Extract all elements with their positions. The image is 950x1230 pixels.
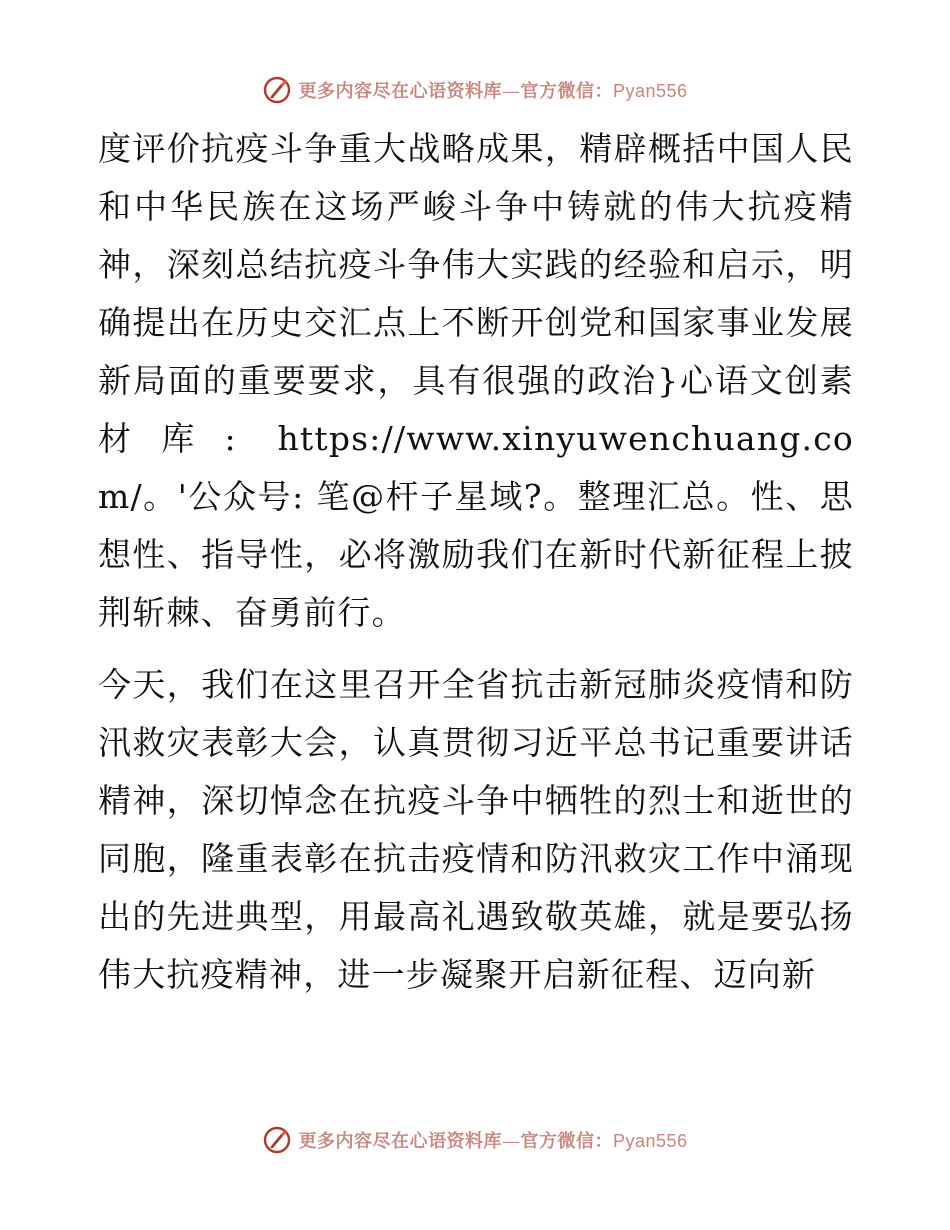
footer-watermark-text: [298, 1127, 687, 1153]
footer-account-label: 官方微信：: [520, 1131, 613, 1152]
footer-handle: Pyan556: [612, 1131, 688, 1151]
xinyu-logo-icon: [262, 1125, 292, 1155]
header-separator: —: [501, 81, 521, 102]
header-brand: 更多内容尽在心语资料库: [298, 81, 502, 102]
body-paragraph: 今天，我们在这里召开全省抗击新冠肺炎疫情和防汛救灾表彰大会，认真贯彻习近平总书记重要讲话精神，深切悼念在抗疫斗争中牺牲的烈士和逝世的同胞，隆重表彰在抗击疫情和防汛救灾工作中涌现出的先进典型，用最高礼遇致敬英雄，就是要弘扬伟大抗疫精神，进一步凝聚开启新征程、迈向新: [98, 665, 854, 994]
document-body: [98, 120, 854, 1004]
body-paragraph: 度评价抗疫斗争重大战略成果，精辟概括中国人民和中华民族在这场严峻斗争中铸就的伟大抗疫精神，深刻总结抗疫斗争伟大实践的经验和启示，明确提出在历史交汇点上不断开创党和国家事业发展新局面的重要要求，具有很强的政治}心语文创素材库: https://www.xinyuwenchuang.com/。'公众号: 笔@杆子星域?。整理汇总。性、思想性、指导性，必将激励我们在新时代新征程上披荆斩棘、奋勇前行。: [98, 129, 854, 632]
footer-brand: 更多内容尽在心语资料库: [298, 1131, 502, 1152]
header-handle: Pyan556: [612, 81, 688, 101]
footer-separator: —: [501, 1131, 521, 1152]
xinyu-logo-icon: [262, 75, 292, 105]
header-watermark-text: [298, 77, 687, 103]
footer-watermark: [0, 1120, 950, 1160]
header-watermark: [0, 70, 950, 110]
header-account-label: 官方微信：: [520, 81, 613, 102]
